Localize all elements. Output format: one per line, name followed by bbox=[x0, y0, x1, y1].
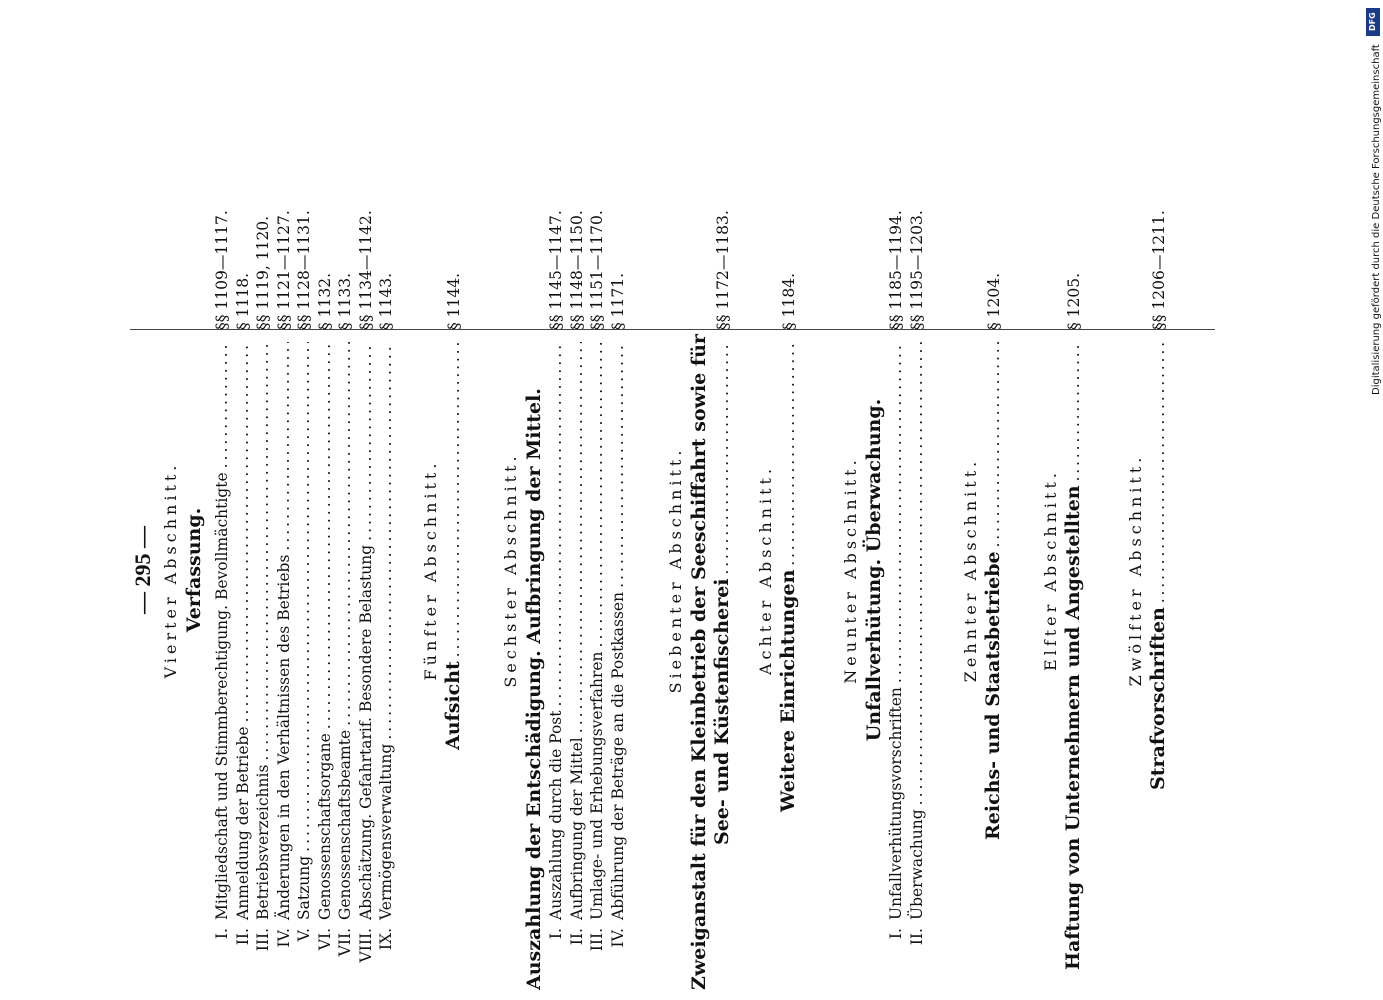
toc-row: V. Satzung ..... §§ 1128—1131. bbox=[294, 150, 315, 990]
toc-row: I. Unfallverhütungsvorschriften ..... §§ 1185—1194. bbox=[886, 150, 907, 990]
toc-row: I. Auszahlung durch die Post ..... §§ 1145—1147. bbox=[546, 150, 567, 990]
toc-row: III. Betriebsverzeichnis ..... §§ 1119, 1120. bbox=[253, 150, 274, 990]
section-title: Unfallverhütung. Überwachung. bbox=[863, 398, 885, 742]
dfg-logo: DFG bbox=[1366, 8, 1380, 36]
section-title: Auszahlung der Entschädigung. Aufbringung der Mittel. bbox=[523, 388, 545, 990]
toc-row: VII. Genossenschaftsbeamte ..... § 1133. bbox=[335, 150, 356, 990]
section-label: Zehnter Abschnitt. bbox=[961, 457, 980, 683]
toc-row: IX. Vermögensverwaltung ..... § 1143. bbox=[376, 150, 397, 990]
toc-row: III. Umlage- und Erhebungsverfahren ..... §§ 1151—1170. bbox=[587, 150, 608, 990]
section-11 bbox=[1040, 150, 1084, 990]
section-12 bbox=[1125, 150, 1169, 990]
section-8 bbox=[755, 150, 799, 990]
section-label: Achter Abschnitt. bbox=[756, 464, 775, 676]
toc-row: II. Überwachung ..... §§ 1195—1203. bbox=[907, 150, 928, 990]
section-label: Sechster Abschnitt. bbox=[501, 452, 520, 688]
section-label: Elfter Abschnitt. bbox=[1041, 469, 1060, 671]
section-title-row: Strafvorschriften ..... §§ 1206—1211. bbox=[1147, 150, 1169, 990]
section-title-row: Reichs- und Staatsbetriebe ..... § 1204. bbox=[982, 150, 1004, 990]
section-9 bbox=[840, 150, 927, 990]
section-title-row: Aufsicht ..... § 1144. bbox=[442, 150, 464, 990]
rotated-page bbox=[130, 150, 1240, 990]
toc-row: I. Mitgliedschaft und Stimmberechtigung. Bevollmächtigte ..... §§ 1109—1117. bbox=[212, 150, 233, 990]
section-title-row: Haftung von Unternehmern und Angestellten ..... § 1205. bbox=[1062, 150, 1084, 990]
section-7 bbox=[665, 150, 733, 990]
section-label: Vierter Abschnitt. bbox=[161, 461, 180, 679]
toc-row: VI. Genossenschaftsorgane ..... § 1132. bbox=[315, 150, 336, 990]
section-label: Fünfter Abschnitt. bbox=[421, 459, 440, 681]
section-10 bbox=[960, 150, 1004, 990]
page-number: — 295 — bbox=[130, 526, 155, 614]
section-title-row: See- und Küstenfischerei ..... §§ 1172—1183. bbox=[711, 150, 733, 990]
section-label: Zwölfter Abschnitt. bbox=[1126, 453, 1145, 687]
toc-row: II. Aufbringung der Mittel ..... §§ 1148—1150. bbox=[567, 150, 588, 990]
toc-row: VIII. Abschätzung. Gefahrtarif. Besondere Belastung ..... §§ 1134—1142. bbox=[356, 150, 377, 990]
dfg-credit-text: Digitalisierung gefördert durch die Deutsche Forschungsgemeinschaft bbox=[1371, 44, 1382, 395]
section-4 bbox=[160, 150, 397, 990]
section-title: Zweiganstalt für den Kleinbetrieb der Seeschiffahrt sowie für bbox=[688, 334, 710, 990]
toc-row: II. Anmeldung der Betriebe ..... § 1118. bbox=[233, 150, 254, 990]
section-title: Verfassung. bbox=[183, 507, 205, 633]
section-6 bbox=[500, 150, 628, 990]
section-label: Siebenter Abschnitt. bbox=[666, 446, 685, 694]
section-5 bbox=[420, 150, 464, 990]
section-title-row: Weitere Einrichtungen ..... § 1184. bbox=[777, 150, 799, 990]
toc-row: IV. Abführung der Beträge an die Postkassen ..... § 1171. bbox=[608, 150, 629, 990]
toc-row: IV. Änderungen in den Verhältnissen des Betriebs ..... §§ 1121—1127. bbox=[274, 150, 295, 990]
section-label: Neunter Abschnitt. bbox=[841, 456, 860, 684]
